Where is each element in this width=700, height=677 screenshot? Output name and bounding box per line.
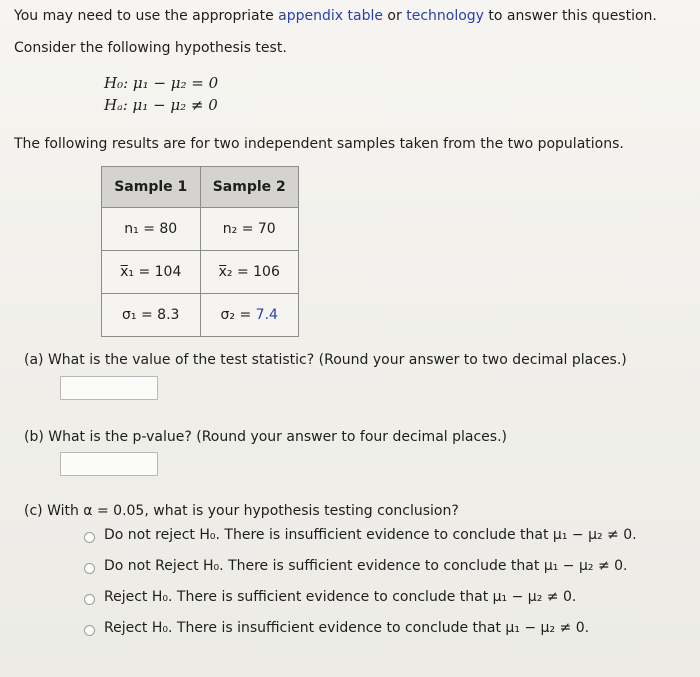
option-label-3[interactable]: Reject H₀. There is sufficient evidence to conclude that μ₁ − μ₂ ≠ 0. xyxy=(104,589,577,605)
cell-sigma1: σ₁ = 8.3 xyxy=(102,294,201,337)
table-header-row xyxy=(102,167,299,208)
part-c-question: (c) With α = 0.05, what is your hypothesis testing conclusion? xyxy=(24,503,459,519)
header-sample-2: Sample 2 xyxy=(200,167,299,208)
null-hypothesis: H₀: μ₁ − μ₂ = 0 xyxy=(104,74,219,92)
sigma2-value: 7.4 xyxy=(255,307,278,323)
p-value-input[interactable] xyxy=(60,452,158,476)
option-radio-4[interactable] xyxy=(84,625,95,636)
sigma2-label: σ₂ = xyxy=(220,307,256,323)
technology-link[interactable]: technology xyxy=(406,8,484,24)
intro-or: or xyxy=(382,8,407,24)
intro-prefix: You may need to use the appropriate xyxy=(14,8,279,24)
option-label-1[interactable]: Do not reject H₀. There is insufficient evidence to conclude that μ₁ − μ₂ ≠ 0. xyxy=(104,527,637,543)
part-b-question: (b) What is the p-value? (Round your answer to four decimal places.) xyxy=(24,429,507,445)
alternative-hypothesis: Hₐ: μ₁ − μ₂ ≠ 0 xyxy=(104,96,218,114)
intro-line xyxy=(14,8,657,24)
intro-suffix: to answer this question. xyxy=(483,8,657,24)
cell-n2: n₂ = 70 xyxy=(200,208,299,251)
table-row xyxy=(102,294,299,337)
table-row xyxy=(102,251,299,294)
table-row xyxy=(102,208,299,251)
option-radio-3[interactable] xyxy=(84,594,95,605)
cell-sigma2 xyxy=(200,294,299,337)
cell-n1: n₁ = 80 xyxy=(102,208,201,251)
consider-text: Consider the following hypothesis test. xyxy=(14,40,287,56)
part-a-question: (a) What is the value of the test statistic? (Round your answer to two decimal places.) xyxy=(24,352,627,368)
appendix-table-link[interactable]: appendix table xyxy=(278,8,383,24)
option-radio-1[interactable] xyxy=(84,532,95,543)
results-text: The following results are for two independent samples taken from the two populations. xyxy=(14,136,624,152)
cell-xbar2: x̅₂ = 106 xyxy=(200,251,299,294)
header-sample-1: Sample 1 xyxy=(102,167,201,208)
test-statistic-input[interactable] xyxy=(60,376,158,400)
option-label-4[interactable]: Reject H₀. There is insufficient evidence to conclude that μ₁ − μ₂ ≠ 0. xyxy=(104,620,590,636)
cell-xbar1: x̅₁ = 104 xyxy=(102,251,201,294)
option-radio-2[interactable] xyxy=(84,563,95,574)
samples-table xyxy=(101,166,299,337)
option-label-2[interactable]: Do not Reject H₀. There is sufficient evidence to conclude that μ₁ − μ₂ ≠ 0. xyxy=(104,558,628,574)
